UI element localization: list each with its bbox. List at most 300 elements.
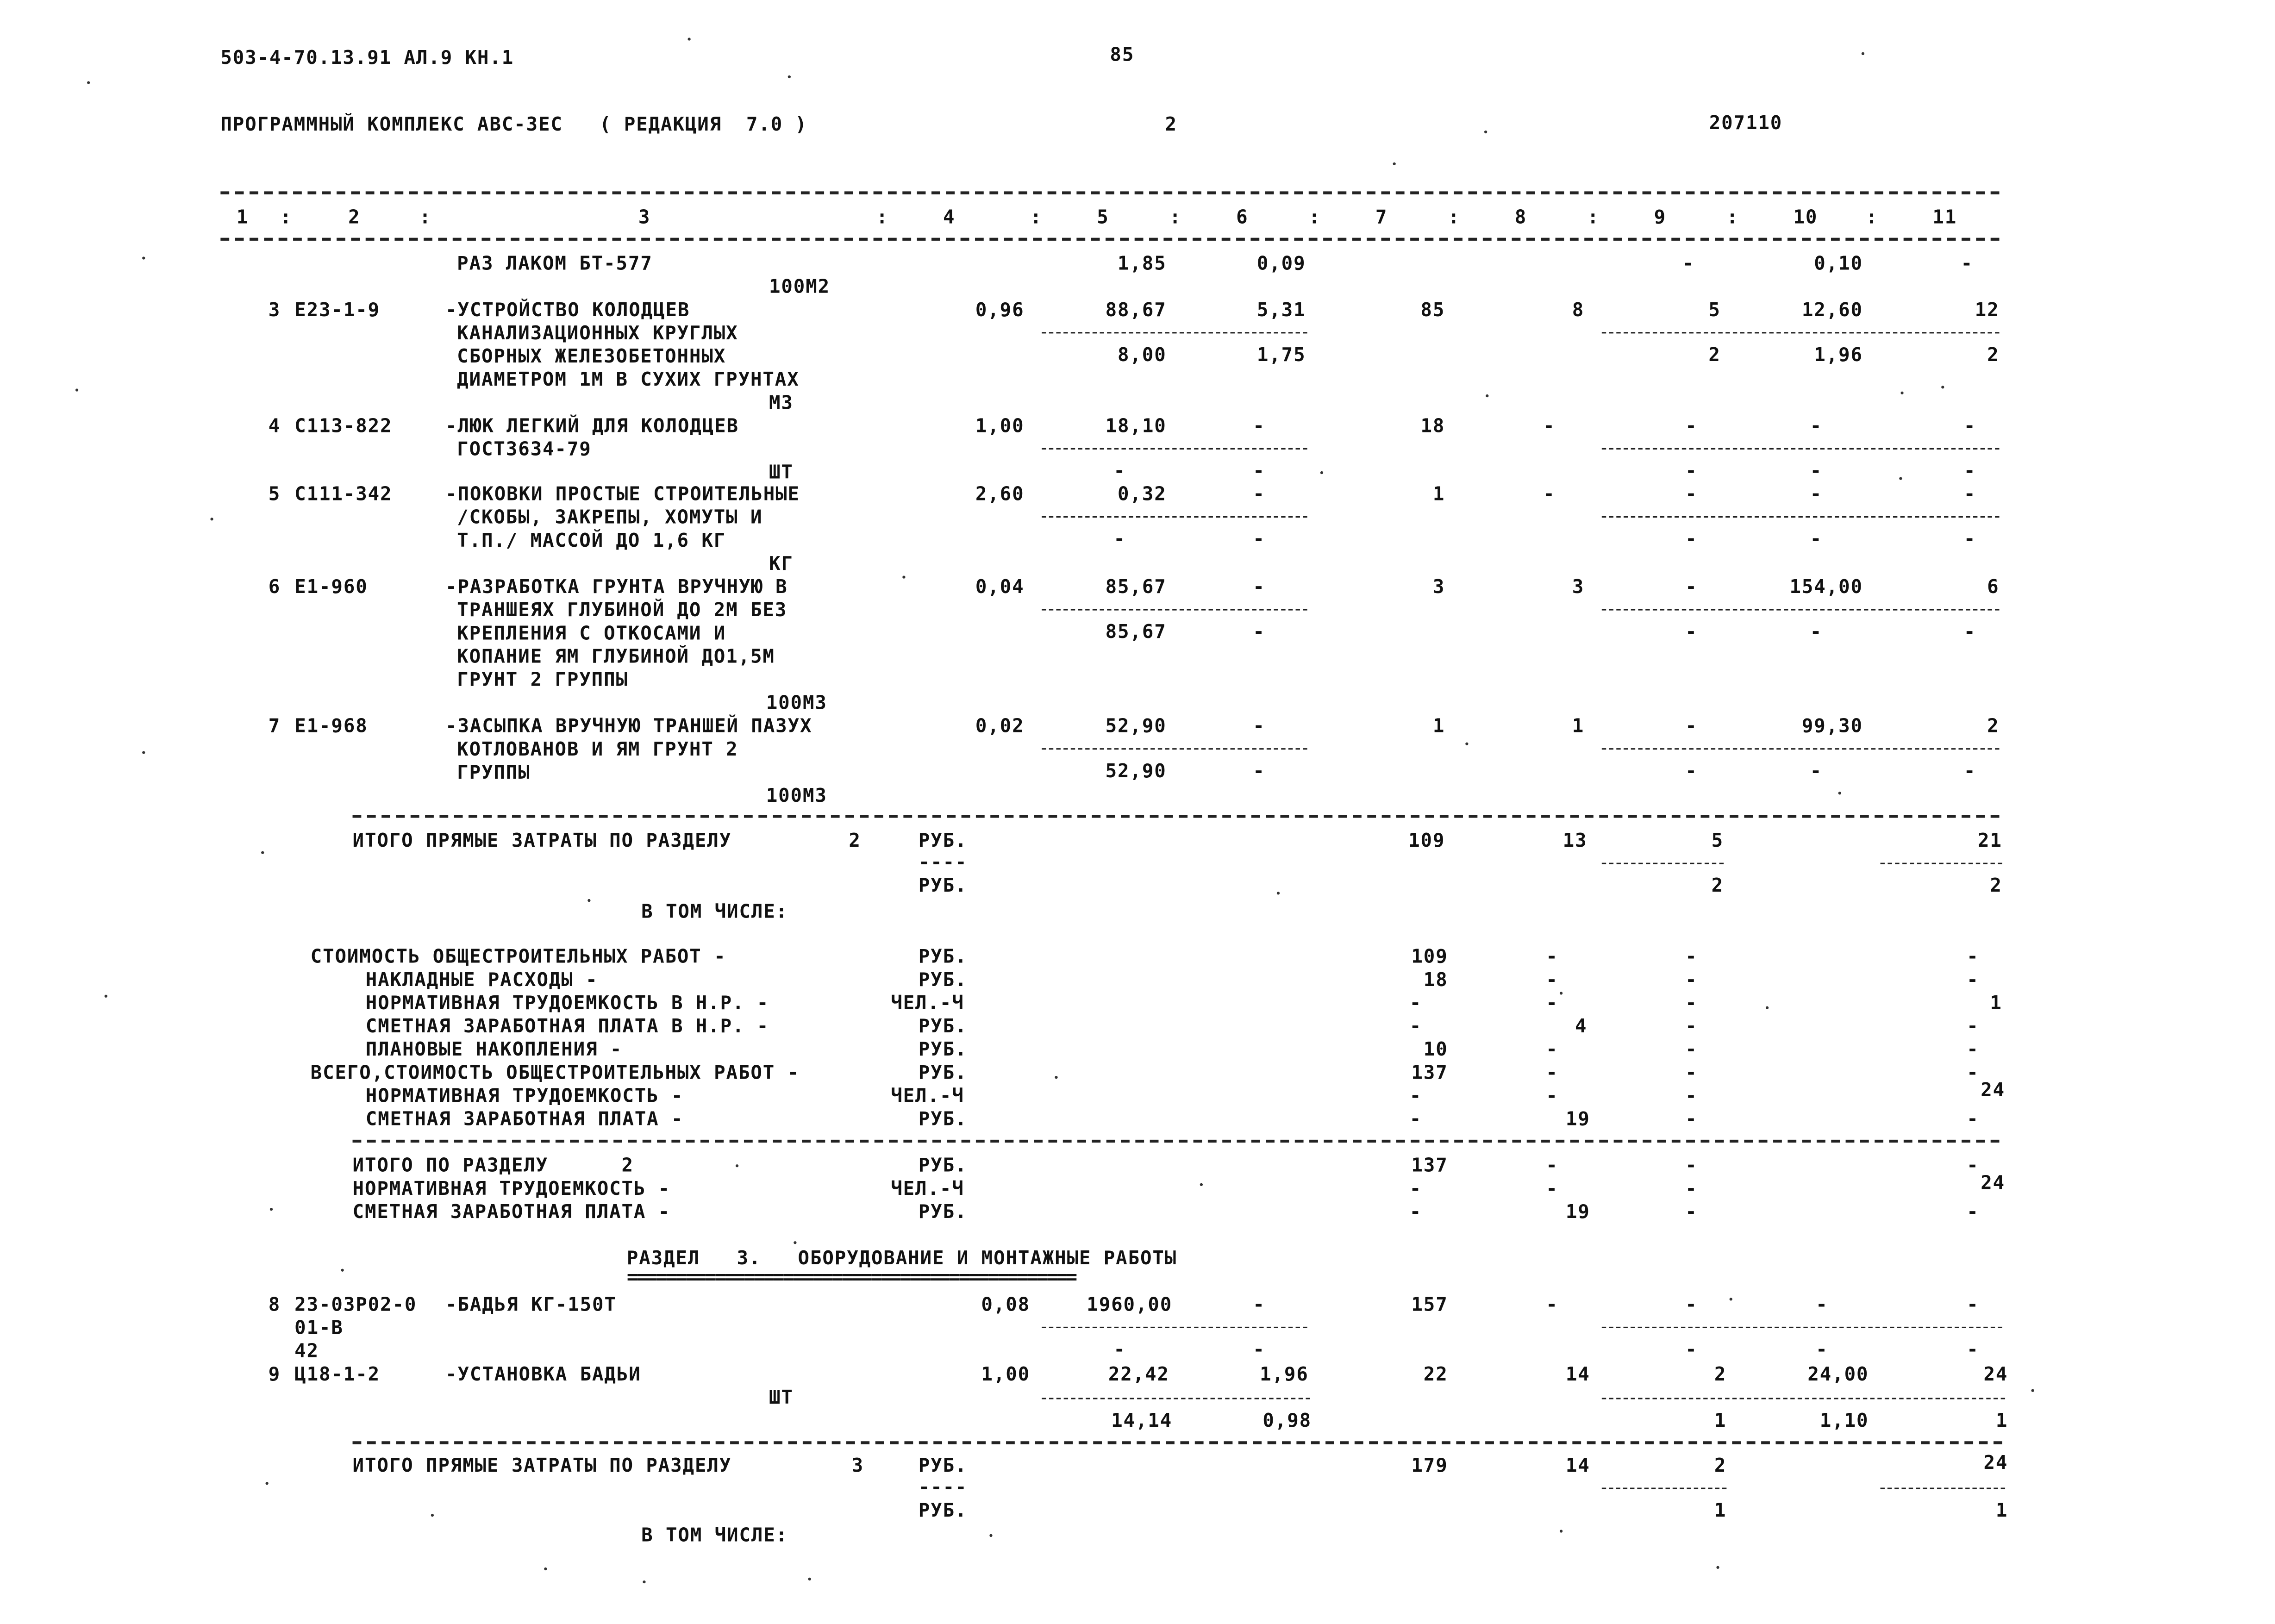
cell-6: 5,31 <box>1256 300 1306 322</box>
scan-speck <box>1055 1076 1057 1079</box>
cell-6-wages: - <box>1253 529 1265 551</box>
unit: РУБ. <box>918 1455 968 1478</box>
cell-5: 52,90 <box>1105 716 1167 738</box>
cell-10-wages: 1,96 <box>1814 345 1863 367</box>
cell-11: 24 <box>1983 1364 2008 1387</box>
cell-10: - <box>1810 416 1823 438</box>
cell-7: 18 <box>1420 416 1445 438</box>
breakdown-label: НАКЛАДНЫЕ РАСХОДЫ - <box>365 970 598 992</box>
cell-7: 137 <box>1411 1062 1448 1085</box>
scan-speck <box>736 1164 738 1167</box>
summary-label: НОРМАТИВНАЯ ТРУДОЕМКОСТЬ - <box>352 1179 671 1201</box>
work-name: -УСТРОЙСТВО КОЛОДЦЕВ <box>445 300 690 322</box>
cell-8: - <box>1546 1156 1558 1178</box>
scan-speck <box>105 995 107 998</box>
cell-8: 19 <box>1565 1109 1590 1131</box>
cell-11: - <box>1961 254 1974 276</box>
cell-9-wages: - <box>1685 761 1698 783</box>
cell-7: - <box>1409 1016 1422 1038</box>
column-header: 4 <box>943 207 956 229</box>
document-code: 503-4-70.13.91 АЛ.9 КН.1 <box>220 48 514 70</box>
unit: РУБ. <box>918 1109 968 1131</box>
unit: РУБ. <box>918 1016 968 1038</box>
cell-5: 1960,00 <box>1087 1294 1173 1317</box>
cell-10-wages: - <box>1810 461 1823 483</box>
scan-speck <box>1862 52 1864 55</box>
cell-11: - <box>1967 1016 1979 1038</box>
unit: 100М3 <box>766 693 827 715</box>
cell-9: - <box>1685 416 1698 438</box>
cell-11-wages: - <box>1967 1340 1979 1362</box>
cell-9-wages: 2 <box>1711 875 1724 898</box>
scan-speck <box>544 1568 547 1570</box>
subtotal-rule <box>1602 1327 2002 1328</box>
scan-speck <box>588 899 590 902</box>
rate-code: 23-03Р02-0 <box>294 1294 417 1317</box>
cell-9: 5 <box>1711 831 1724 853</box>
column-header: 2 <box>348 207 361 229</box>
cell-11: 21 <box>1977 831 2002 853</box>
header-top-rule <box>220 191 1999 194</box>
subtotal-rule <box>1602 448 2000 450</box>
cell-4: 2,60 <box>975 484 1025 506</box>
cell-5-wages: - <box>1113 1340 1126 1362</box>
scan-speck <box>902 575 905 578</box>
cell-11: 24 <box>1981 1173 2006 1195</box>
column-separator: : <box>1587 207 1600 229</box>
cell-5: 18,10 <box>1105 416 1167 438</box>
work-name: КОПАНИЕ ЯМ ГЛУБИНОЙ ДО1,5М <box>457 646 775 668</box>
work-name: ДИАМЕТРОМ 1М В СУХИХ ГРУНТАХ <box>457 369 800 392</box>
rate-code: С111-342 <box>294 484 393 506</box>
cell-5: 85,67 <box>1105 577 1167 599</box>
breakdown-label: НОРМАТИВНАЯ ТРУДОЕМКОСТЬ - <box>365 1086 684 1108</box>
cell-6: 1,96 <box>1260 1364 1309 1387</box>
unit: РУБ. <box>918 1062 968 1085</box>
unit: ЧЕЛ.-Ч <box>891 993 964 1015</box>
cell-11: - <box>1967 1109 1979 1131</box>
unit: ШТ <box>769 462 794 485</box>
cell-7: 85 <box>1420 300 1445 322</box>
unit: ШТ <box>769 1387 794 1410</box>
cell-9: - <box>1685 484 1698 506</box>
scan-speck <box>142 256 145 259</box>
document-number: 207110 <box>1709 113 1783 135</box>
cell-11: - <box>1967 1062 1979 1085</box>
cell-11: - <box>1967 1294 1979 1317</box>
cell-8: 3 <box>1572 577 1585 599</box>
subtotal-rule <box>1881 1488 2006 1489</box>
cell-7: 109 <box>1411 947 1448 969</box>
cell-6: - <box>1253 416 1265 438</box>
subtotal-rule <box>1602 1488 1727 1489</box>
cell-9: - <box>1685 947 1698 969</box>
work-name: ТРАНШЕЯХ ГЛУБИНОЙ ДО 2М БЕЗ <box>457 600 788 622</box>
program-title: ПРОГРАММНЫЙ КОМПЛЕКС АВС-3ЕС ( РЕДАКЦИЯ 7.0 ) <box>220 114 807 137</box>
row-number: 4 <box>268 416 281 438</box>
unit: РУБ. <box>918 1500 968 1523</box>
cell-8: 1 <box>1572 716 1585 738</box>
scan-speck <box>1393 162 1396 165</box>
cell-11-wages: - <box>1963 461 1976 483</box>
scan-speck <box>1716 1566 1719 1569</box>
scan-speck <box>341 1269 344 1272</box>
cell-9: - <box>1685 716 1698 738</box>
cell-5-wages: 14,14 <box>1111 1411 1173 1433</box>
cell-9: 2 <box>1714 1364 1727 1387</box>
section-heading-underline: ============================================== <box>626 1267 1076 1289</box>
scan-speck <box>142 751 145 754</box>
cell-8: - <box>1546 970 1558 992</box>
page-number: 85 <box>1110 45 1135 67</box>
cell-8: 19 <box>1565 1202 1590 1224</box>
cell-9: - <box>1685 1016 1698 1038</box>
scan-speck <box>794 1241 796 1244</box>
cell-8: - <box>1546 1039 1558 1062</box>
cell-7: 179 <box>1411 1455 1448 1478</box>
cell-9-wages: 1 <box>1714 1411 1727 1433</box>
cell-8: - <box>1543 416 1556 438</box>
cell-11: - <box>1963 416 1976 438</box>
scan-speck <box>989 1534 992 1537</box>
column-separator: : <box>280 207 293 229</box>
work-name: Т.П./ МАССОЙ ДО 1,6 КГ <box>457 531 726 553</box>
cell-8: - <box>1546 1062 1558 1085</box>
cell-7: 137 <box>1411 1156 1448 1178</box>
column-header: 3 <box>638 207 651 229</box>
column-separator: : <box>1726 207 1739 229</box>
cell-9-wages: - <box>1685 529 1698 551</box>
cell-9: - <box>1685 1039 1698 1062</box>
including-heading: В ТОМ ЧИСЛЕ: <box>641 902 788 924</box>
cell-6-wages: - <box>1253 761 1265 783</box>
breakdown-label: СМЕТНАЯ ЗАРАБОТНАЯ ПЛАТА В Н.Р. - <box>365 1016 769 1038</box>
subtotal-rule <box>1042 332 1307 333</box>
cell-10-wages: - <box>1810 622 1823 644</box>
cell-9-wages: - <box>1685 461 1698 483</box>
subtotal-rule <box>1042 448 1307 450</box>
scan-speck <box>1730 1298 1732 1300</box>
including-heading: В ТОМ ЧИСЛЕ: <box>641 1525 788 1547</box>
scan-speck <box>210 518 213 520</box>
scan-speck <box>1465 743 1468 745</box>
column-header: 6 <box>1236 207 1249 229</box>
rate-code: Е23-1-9 <box>294 300 381 322</box>
column-separator: : <box>1866 207 1878 229</box>
cell-7: 22 <box>1423 1364 1448 1387</box>
unit: ЧЕЛ.-Ч <box>891 1086 964 1108</box>
cell-9: - <box>1685 1294 1698 1317</box>
cell-7: - <box>1409 1109 1422 1131</box>
work-name: -РАЗРАБОТКА ГРУНТА ВРУЧНУЮ В <box>445 577 788 599</box>
row-number: 7 <box>268 716 281 738</box>
section-total-rule <box>353 1441 2002 1444</box>
cell-11: 2 <box>1987 716 2000 738</box>
cell-10-wages: - <box>1810 761 1823 783</box>
cell-9: 5 <box>1708 300 1721 322</box>
scan-speck <box>1766 1006 1769 1009</box>
cell-7: 1 <box>1432 484 1445 506</box>
cell-7: - <box>1409 1086 1422 1108</box>
cell-9: - <box>1685 993 1698 1015</box>
row-number: 3 <box>268 300 281 322</box>
cell-11-wages: 1 <box>1995 1411 2008 1433</box>
unit: РУБ. <box>918 1156 968 1178</box>
section-heading: РАЗДЕЛ 3. ОБОРУДОВАНИЕ И МОНТАЖНЫЕ РАБОТЫ <box>626 1248 1177 1270</box>
cell-11-wages: - <box>1963 529 1976 551</box>
cell-10: 99,30 <box>1801 716 1863 738</box>
cell-8: 14 <box>1565 1455 1590 1478</box>
unit-separator: ---- <box>918 852 968 874</box>
cell-6: - <box>1253 577 1265 599</box>
column-header: 9 <box>1654 207 1667 229</box>
cell-9-wages: - <box>1685 622 1698 644</box>
scan-speck <box>1320 471 1323 474</box>
cell-8: 8 <box>1572 300 1585 322</box>
subtotal-rule <box>1602 332 2000 333</box>
cell-6: - <box>1253 716 1265 738</box>
column-separator: : <box>1448 207 1461 229</box>
cell-10-wages: - <box>1810 529 1823 551</box>
cell-11: 6 <box>1987 577 2000 599</box>
work-name: ГРУППЫ <box>457 762 531 785</box>
cell-10: 154,00 <box>1789 577 1863 599</box>
cell-5-wages: 8,00 <box>1117 345 1167 367</box>
cell-5: 1,85 <box>1117 254 1167 276</box>
scan-speck <box>75 388 78 391</box>
work-name: -БАДЬЯ КГ-150Т <box>445 1294 617 1317</box>
cell-6: - <box>1253 484 1265 506</box>
unit: РУБ. <box>918 831 968 853</box>
rate-code: Е1-960 <box>294 577 368 599</box>
cell-10: - <box>1816 1294 1828 1317</box>
subtotal-rule <box>1042 609 1307 610</box>
cell-11: 24 <box>1981 1080 2006 1102</box>
cell-11: 12 <box>1975 300 2000 322</box>
column-separator: : <box>1030 207 1043 229</box>
cell-7: 109 <box>1408 831 1445 853</box>
cell-9: - <box>1685 1086 1698 1108</box>
subtotal-rule <box>1042 1327 1307 1328</box>
cell-11-wages: 1 <box>1995 1500 2008 1523</box>
row-number: 9 <box>268 1364 281 1387</box>
column-header: 8 <box>1514 207 1527 229</box>
unit: М3 <box>769 393 794 415</box>
summary-label: СМЕТНАЯ ЗАРАБОТНАЯ ПЛАТА - <box>352 1202 671 1224</box>
cell-9-wages: 2 <box>1708 345 1721 367</box>
unit-separator: ---- <box>918 1477 968 1499</box>
row-number: 6 <box>268 577 281 599</box>
work-name: -ЛЮК ЛЕГКИЙ ДЛЯ КОЛОДЦЕВ <box>445 416 739 438</box>
cell-6-wages: 1,75 <box>1256 345 1306 367</box>
scan-speck <box>1900 392 1903 394</box>
cell-11: 1 <box>1990 993 2002 1015</box>
work-name: КОТЛОВАНОВ И ЯМ ГРУНТ 2 <box>457 739 738 762</box>
cell-8: - <box>1546 1294 1558 1317</box>
column-separator: : <box>876 207 889 229</box>
cell-11: - <box>1963 484 1976 506</box>
cell-5: 22,42 <box>1108 1364 1169 1387</box>
column-header: 7 <box>1375 207 1388 229</box>
cell-8: - <box>1543 484 1556 506</box>
scan-speck <box>2031 1389 2034 1392</box>
work-name: -ПОКОВКИ ПРОСТЫЕ СТРОИТЕЛЬНЫЕ <box>445 484 800 506</box>
cell-8: - <box>1546 1179 1558 1201</box>
cell-8: 14 <box>1565 1364 1590 1387</box>
cell-10-wages: 1,10 <box>1819 1411 1869 1433</box>
subtotal-rule <box>1042 516 1307 518</box>
cell-9: 2 <box>1714 1455 1727 1478</box>
cell-10: 12,60 <box>1801 300 1863 322</box>
rate-code: 42 <box>294 1341 319 1363</box>
cell-9: - <box>1685 577 1698 599</box>
section-number: 2 <box>1165 114 1177 137</box>
unit: ЧЕЛ.-Ч <box>891 1179 964 1201</box>
scan-speck <box>688 37 690 40</box>
column-header: 10 <box>1793 207 1818 229</box>
unit: КГ <box>769 554 794 576</box>
work-name: /СКОБЫ, ЗАКРЕПЫ, ХОМУТЫ И <box>457 507 763 530</box>
row-number: 5 <box>268 484 281 506</box>
column-separator: : <box>1308 207 1321 229</box>
cell-4: 0,96 <box>975 300 1025 322</box>
breakdown-label: СМЕТНАЯ ЗАРАБОТНАЯ ПЛАТА - <box>365 1109 684 1131</box>
cell-5-wages: - <box>1113 529 1126 551</box>
work-name: -УСТАНОВКА БАДЬИ <box>445 1364 641 1387</box>
scan-speck <box>1484 131 1487 133</box>
scan-speck <box>1560 1530 1562 1532</box>
cell-5-wages: 85,67 <box>1105 622 1167 644</box>
section-number: 2 <box>849 831 861 853</box>
cell-6-wages: - <box>1253 461 1265 483</box>
subtotal-rule <box>1602 863 1724 864</box>
subtotal-rule <box>1602 516 2000 518</box>
subtotal-rule <box>1602 609 2000 610</box>
breakdown-label: СТОИМОСТЬ ОБЩЕСТРОИТЕЛЬНЫХ РАБОТ - <box>310 947 726 969</box>
rate-code: 01-В <box>294 1318 344 1340</box>
breakdown-label: ВСЕГО,СТОИМОСТЬ ОБЩЕСТРОИТЕЛЬНЫХ РАБОТ - <box>310 1062 800 1085</box>
row-number: 8 <box>268 1294 281 1317</box>
cell-7: 1 <box>1432 716 1445 738</box>
column-header: 5 <box>1097 207 1109 229</box>
scan-speck <box>1838 792 1841 794</box>
cell-11: - <box>1967 1202 1979 1224</box>
cell-10: 0,10 <box>1814 254 1863 276</box>
section-number: 3 <box>851 1455 864 1478</box>
cell-9: - <box>1685 1202 1698 1224</box>
cell-11: - <box>1967 970 1979 992</box>
subtotal-rule <box>1881 863 2002 864</box>
cell-11: - <box>1967 1156 1979 1178</box>
cell-5: 0,32 <box>1117 484 1167 506</box>
cell-4: 0,08 <box>981 1294 1031 1317</box>
cell-11-wages: - <box>1963 761 1976 783</box>
scan-speck <box>788 75 791 78</box>
cell-10: 24,00 <box>1807 1364 1869 1387</box>
cell-10: - <box>1810 484 1823 506</box>
cell-8: - <box>1546 1086 1558 1108</box>
unit: РУБ. <box>918 947 968 969</box>
cell-8: - <box>1546 993 1558 1015</box>
cell-11-wages: 2 <box>1990 875 2002 898</box>
unit: РУБ. <box>918 1039 968 1062</box>
work-name: ГРУНТ 2 ГРУППЫ <box>457 670 628 692</box>
rate-code: Ц18-1-2 <box>294 1364 381 1387</box>
total-label: ИТОГО ПРЯМЫЕ ЗАТРАТЫ ПО РАЗДЕЛУ <box>352 831 732 853</box>
scan-speck <box>1560 992 1562 994</box>
cell-7: 157 <box>1411 1294 1448 1317</box>
unit: 100М3 <box>766 786 827 808</box>
header-bottom-rule <box>220 238 1999 241</box>
scan-speck <box>643 1580 645 1583</box>
cell-5: 88,67 <box>1105 300 1167 322</box>
unit: РУБ. <box>918 875 968 898</box>
cell-9-wages: 1 <box>1714 1500 1727 1523</box>
breakdown-label: НОРМАТИВНАЯ ТРУДОЕМКОСТЬ В Н.Р. - <box>365 993 769 1015</box>
rate-code: Е1-968 <box>294 716 368 738</box>
scan-speck <box>808 1578 811 1580</box>
cell-11: 24 <box>1983 1453 2008 1475</box>
column-header: 1 <box>236 207 249 229</box>
unit: 100М2 <box>769 277 831 299</box>
work-name: ГОСТ3634-79 <box>457 439 592 462</box>
cell-6-wages: - <box>1253 1340 1265 1362</box>
scan-speck <box>270 1208 273 1211</box>
cell-9-wages: - <box>1685 1340 1698 1362</box>
cell-5-wages: 52,90 <box>1105 761 1167 783</box>
scan-speck <box>1277 892 1280 894</box>
subtotal-rule <box>1602 748 2000 750</box>
breakdown-label: ПЛАНОВЫЕ НАКОПЛЕНИЯ - <box>365 1039 623 1062</box>
scan-speck <box>261 851 264 854</box>
cell-6-wages: - <box>1253 622 1265 644</box>
scan-speck <box>1899 477 1902 480</box>
cell-4: 0,02 <box>975 716 1025 738</box>
column-separator: : <box>419 207 432 229</box>
scan-speck <box>266 1482 269 1485</box>
work-name: РАЗ ЛАКОМ БТ-577 <box>457 254 653 276</box>
cell-4: 1,00 <box>981 1364 1031 1387</box>
rate-code: С113-822 <box>294 416 393 438</box>
cell-9: - <box>1685 1062 1698 1085</box>
cell-9: - <box>1685 970 1698 992</box>
cell-11: - <box>1967 947 1979 969</box>
subtotal-rule <box>1042 748 1307 750</box>
work-name: СБОРНЫХ ЖЕЛЕЗОБЕТОННЫХ <box>457 346 726 369</box>
cell-6: 0,09 <box>1256 254 1306 276</box>
cell-9: - <box>1685 1179 1698 1201</box>
cell-7: - <box>1409 1179 1422 1201</box>
unit: РУБ. <box>918 1202 968 1224</box>
scan-speck <box>1486 394 1488 397</box>
cell-6: - <box>1253 1294 1265 1317</box>
cell-7: - <box>1409 1202 1422 1224</box>
subtotal-rule <box>1602 1398 2005 1399</box>
cell-9: - <box>1685 1109 1698 1131</box>
scan-speck <box>87 81 90 84</box>
cell-9: - <box>1682 254 1695 276</box>
scan-speck <box>1200 1183 1203 1186</box>
cell-11-wages: 2 <box>1987 345 2000 367</box>
cell-7: 10 <box>1423 1039 1448 1062</box>
unit: РУБ. <box>918 970 968 992</box>
summary-label: ИТОГО ПО РАЗДЕЛУ 2 <box>352 1156 634 1178</box>
cell-4: 1,00 <box>975 416 1025 438</box>
work-name: -ЗАСЫПКА ВРУЧНУЮ ТРАНШЕЙ ПАЗУХ <box>445 716 812 738</box>
cell-7: 18 <box>1423 970 1448 992</box>
cell-11: - <box>1967 1039 1979 1062</box>
cell-5-wages: - <box>1113 461 1126 483</box>
